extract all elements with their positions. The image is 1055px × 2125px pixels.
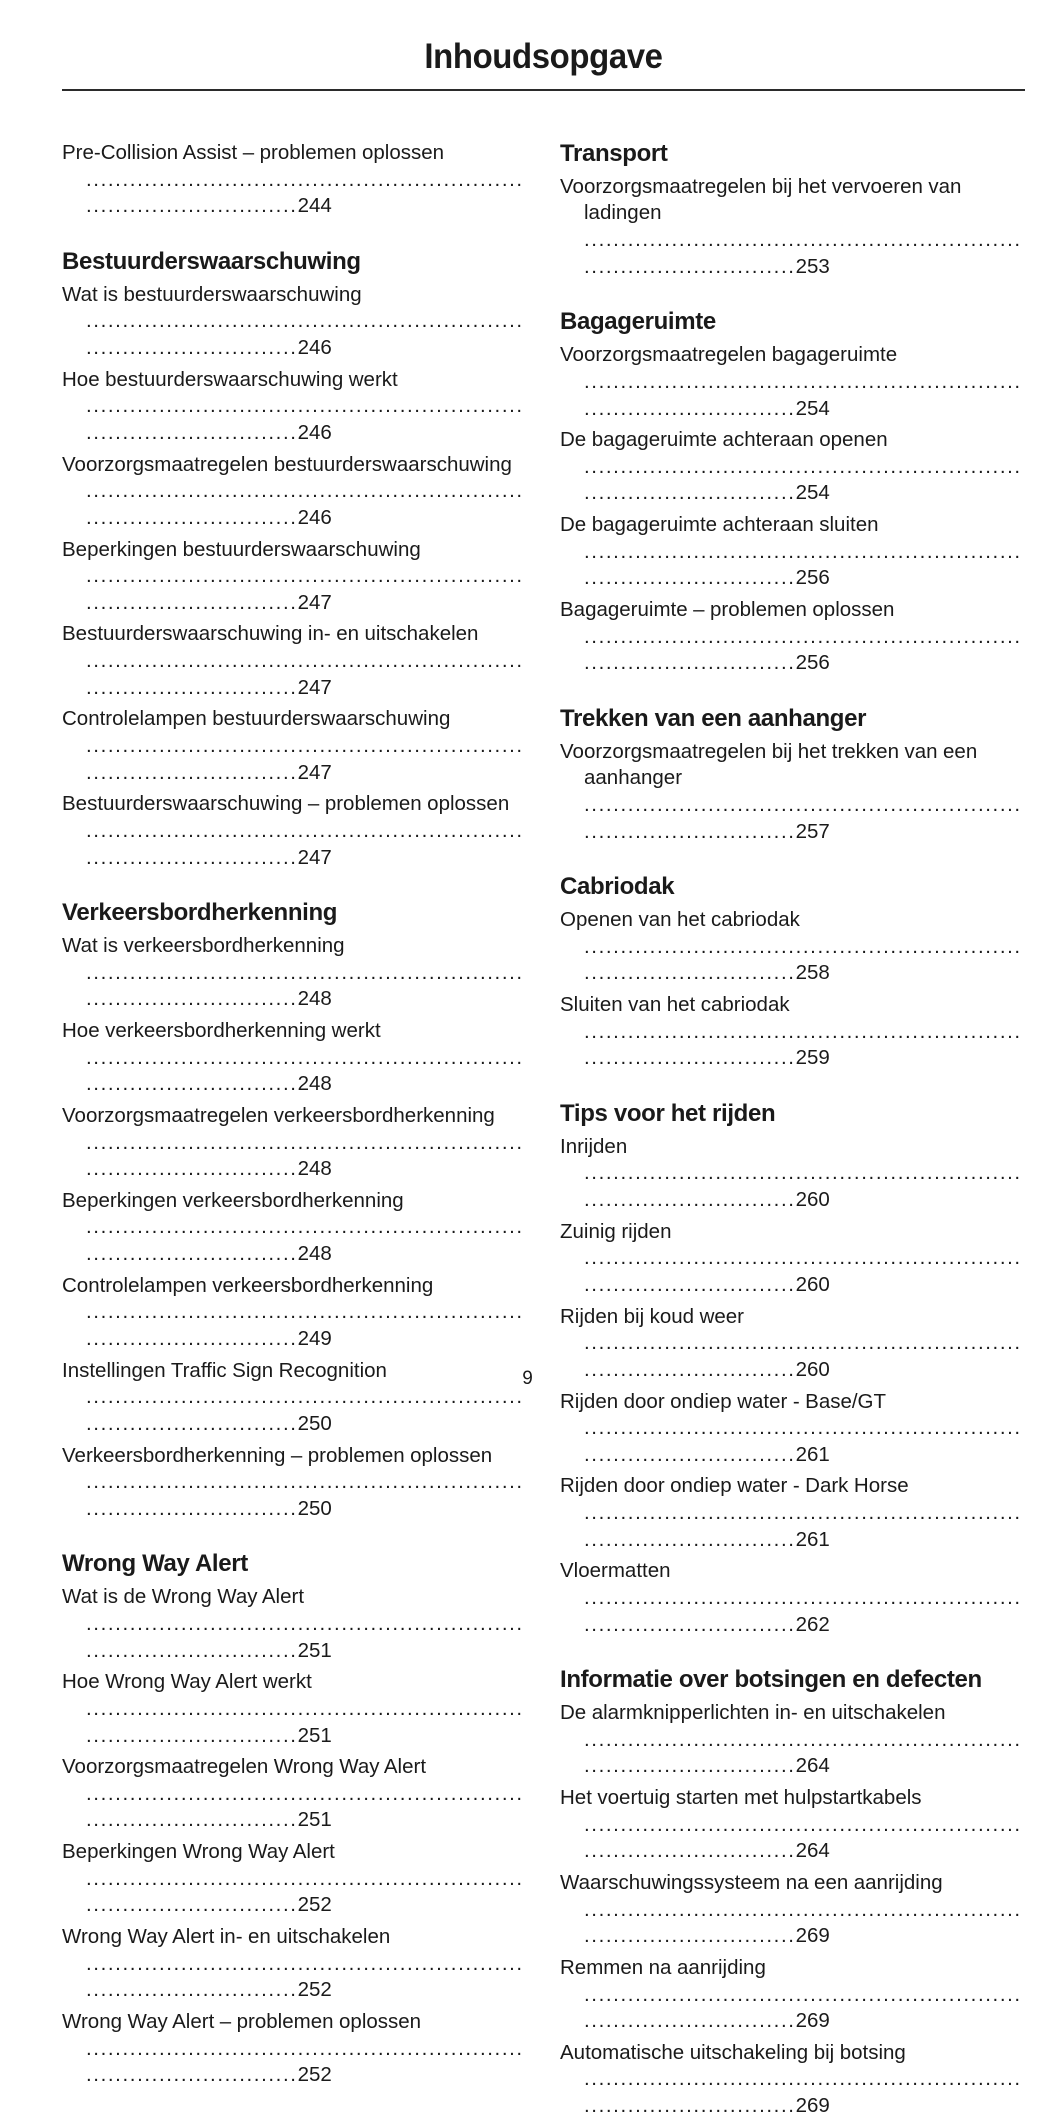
toc-entry-label: Bestuurderswaarschuwing – problemen oplossen: [62, 792, 510, 816]
toc-page-number: 244: [297, 194, 332, 218]
toc-entry-label: Beperkingen verkeersbordherkenning: [62, 1188, 404, 1212]
dot-leader: .........................................................................................: [86, 167, 524, 218]
toc-page-number: 264: [795, 1839, 830, 1863]
toc-section: [62, 248, 527, 871]
toc-columns: [62, 140, 1025, 2125]
toc-page-number: 262: [795, 1612, 830, 1636]
dot-leader: .........................................................................................: [86, 1696, 524, 1747]
page-number: 9: [522, 1368, 533, 1389]
toc-section: [560, 140, 1025, 280]
toc-entry[interactable]: [62, 1754, 527, 1834]
toc-entry-label: Hoe Wrong Way Alert werkt: [62, 1670, 312, 1694]
toc-entry[interactable]: [560, 1700, 1025, 1780]
toc-page-number: 246: [297, 420, 332, 444]
dot-leader: .........................................................................................: [584, 369, 1022, 420]
toc-page-number: 261: [795, 1442, 830, 1466]
toc-entry[interactable]: [560, 1558, 1025, 1638]
toc-entry-label: Zuinig rijden: [560, 1219, 672, 1243]
dot-leader: .........................................................................................: [584, 1161, 1022, 1212]
toc-section: [560, 308, 1025, 677]
toc-entry-label: Voorzorgsmaatregelen Wrong Way Alert: [62, 1755, 427, 1779]
toc-entry[interactable]: [62, 933, 527, 1013]
toc-entry-label: Hoe bestuurderswaarschuwing werkt: [62, 367, 398, 391]
toc-entry-label: Vloermatten: [560, 1559, 671, 1583]
toc-entry[interactable]: [62, 791, 527, 871]
toc-entry-label: Controlelampen bestuurderswaarschuwing: [62, 707, 451, 731]
toc-entry-label: Bagageruimte – problemen oplossen: [560, 597, 895, 621]
toc-entry-label: Rijden door ondiep water - Base/GT: [560, 1389, 887, 1413]
dot-leader: .........................................................................................: [584, 539, 1022, 590]
toc-entry-label: Voorzorgsmaatregelen verkeersbordherkenning: [62, 1103, 495, 1127]
left-column: [62, 140, 527, 2125]
toc-entry[interactable]: [62, 140, 527, 220]
section-heading: Wrong Way Alert: [62, 1550, 248, 1578]
right-column: [560, 140, 1025, 2125]
toc-section: [560, 1666, 1025, 2119]
toc-entry-label: Wrong Way Alert – problemen oplossen: [62, 2009, 422, 2033]
toc-section: [62, 1550, 527, 2088]
toc-page-number: 252: [297, 1893, 332, 1917]
toc-page-number: 259: [795, 1046, 830, 1070]
toc-entry-label: De bagageruimte achteraan openen: [560, 428, 888, 452]
toc-entry[interactable]: [560, 2040, 1025, 2120]
toc-entry[interactable]: [560, 907, 1025, 987]
dot-leader: .........................................................................................: [584, 1331, 1022, 1381]
section-heading: Transport: [560, 140, 668, 167]
dot-leader: .........................................................................................: [584, 1812, 1022, 1863]
toc-page-number: 246: [297, 505, 332, 529]
toc-entry[interactable]: [560, 1955, 1025, 2035]
toc-entry-label: Beperkingen bestuurderswaarschuwing: [62, 537, 421, 561]
toc-page-number: 248: [297, 987, 332, 1011]
toc-page-number: 247: [297, 590, 332, 614]
toc-entry[interactable]: [62, 452, 527, 532]
toc-page-number: 251: [297, 1808, 332, 1832]
toc-entry[interactable]: [62, 1839, 527, 1919]
toc-entry[interactable]: [62, 1273, 527, 1353]
toc-page-number: 248: [297, 1242, 332, 1266]
dot-leader: .........................................................................................: [584, 1501, 1022, 1551]
header-divider: [62, 89, 1025, 91]
toc-page-number: 250: [297, 1411, 332, 1435]
page-header: [62, 38, 1025, 91]
toc-page-number: 254: [795, 481, 830, 505]
toc-entry[interactable]: [560, 1389, 1025, 1469]
dot-leader: .........................................................................................: [86, 1951, 524, 2002]
toc-entry[interactable]: [62, 1924, 527, 2004]
dot-leader: .........................................................................................: [584, 2067, 1022, 2118]
toc-entry-label: Het voertuig starten met hulpstartkabels: [560, 1786, 922, 1810]
toc-entry[interactable]: [560, 427, 1025, 507]
toc-entry[interactable]: [62, 1018, 527, 1098]
toc-entry[interactable]: [560, 342, 1025, 422]
toc-page-number: 258: [795, 961, 830, 985]
toc-entry-label: Sluiten van het cabriodak: [560, 993, 790, 1017]
toc-page-number: 269: [795, 1924, 830, 1948]
dot-leader: .........................................................................................: [584, 624, 1022, 675]
toc-page-number: 261: [795, 1527, 830, 1551]
toc-page-number: 256: [795, 566, 830, 590]
dot-leader: .........................................................................................: [584, 934, 1022, 985]
toc-page-number: 252: [297, 1978, 332, 2002]
dot-leader: .........................................................................................: [86, 1781, 524, 1832]
section-heading: Bagageruimte: [560, 308, 716, 336]
dot-leader: .........................................................................................: [584, 1982, 1022, 2033]
section-heading: Cabriodak: [560, 873, 675, 901]
dot-leader: .........................................................................................: [584, 454, 1022, 505]
dot-leader: .........................................................................................: [86, 734, 524, 784]
dot-leader: .........................................................................................: [86, 1470, 524, 1520]
dot-leader: .........................................................................................: [584, 1246, 1022, 1296]
toc-page-number: 247: [297, 675, 332, 699]
dot-leader: .........................................................................................: [584, 228, 1022, 278]
toc-page-number: 257: [795, 819, 830, 843]
dot-leader: .........................................................................................: [86, 1300, 524, 1350]
dot-leader: .........................................................................................: [86, 1045, 524, 1096]
toc-entry[interactable]: [62, 1188, 527, 1268]
dot-leader: .........................................................................................: [584, 1727, 1022, 1778]
toc-entry-label: Wat is verkeersbordherkenning: [62, 934, 345, 958]
toc-entry[interactable]: [560, 992, 1025, 1072]
toc-entry-label: Rijden door ondiep water - Dark Horse: [560, 1474, 909, 1498]
dot-leader: .........................................................................................: [86, 818, 524, 869]
section-heading: Tips voor het rijden: [560, 1099, 776, 1127]
page-title: Inhoudsopgave: [424, 37, 663, 76]
toc-entry[interactable]: [62, 537, 527, 617]
toc-page-number: 247: [297, 845, 332, 869]
toc-page-number: 269: [795, 2009, 830, 2033]
toc-entry-label: De bagageruimte achteraan sluiten: [560, 513, 879, 537]
dot-leader: .........................................................................................: [86, 1385, 524, 1435]
toc-page-number: 249: [297, 1327, 332, 1350]
toc-entry[interactable]: [560, 174, 1025, 281]
toc-entry-label: Wat is de Wrong Way Alert: [62, 1585, 305, 1609]
toc-entry-label: Beperkingen Wrong Way Alert: [62, 1840, 335, 1864]
toc-entry-label: Hoe verkeersbordherkenning werkt: [62, 1018, 381, 1042]
section-heading: Informatie over botsingen en defecten: [560, 1666, 982, 1694]
toc-section: [560, 705, 1025, 845]
toc-entry[interactable]: [560, 1870, 1025, 1950]
toc-entry-label: Voorzorgsmaatregelen bij het vervoeren van ladingen: [560, 174, 962, 225]
dot-leader: .........................................................................................: [584, 1416, 1022, 1466]
toc-page-number: 260: [795, 1357, 830, 1381]
toc-entry-label: Verkeersbordherkenning – problemen oplossen: [62, 1443, 493, 1467]
toc-entry[interactable]: [62, 282, 527, 362]
dot-leader: .........................................................................................: [584, 793, 1022, 843]
toc-entry[interactable]: [560, 1473, 1025, 1553]
toc-page-number: 248: [297, 1072, 332, 1096]
toc-page-number: 260: [795, 1273, 830, 1296]
toc-entry-label: Waarschuwingssysteem na een aanrijding: [560, 1871, 943, 1894]
toc-page-number: 246: [297, 336, 332, 360]
toc-entry[interactable]: [560, 1785, 1025, 1865]
toc-section: [560, 873, 1025, 1072]
section-heading: Trekken van een aanhanger: [560, 704, 867, 732]
toc-page-number: 250: [297, 1496, 332, 1520]
dot-leader: .........................................................................................: [86, 649, 524, 699]
toc-page-number: 260: [795, 1188, 830, 1212]
section-heading: Bestuurderswaarschuwing: [62, 247, 361, 275]
toc-page-number: 253: [795, 254, 830, 278]
toc-entry-label: Voorzorgsmaatregelen bestuurderswaarschuwing: [62, 452, 512, 476]
dot-leader: .........................................................................................: [86, 309, 524, 360]
toc-entry[interactable]: [560, 1219, 1025, 1299]
dot-leader: .........................................................................................: [86, 479, 524, 529]
toc-entry-label: Voorzorgsmaatregelen bij het trekken van een aanhanger: [560, 739, 978, 790]
toc-entry[interactable]: [62, 1443, 527, 1523]
toc-entry-label: Wrong Way Alert in- en uitschakelen: [62, 1925, 391, 1948]
toc-entry-label: De alarmknipperlichten in- en uitschakelen: [560, 1701, 946, 1725]
toc-entry-label: Bestuurderswaarschuwing in- en uitschakelen: [62, 622, 479, 646]
toc-page-number: 251: [297, 1638, 332, 1662]
toc-page-number: 252: [297, 2063, 332, 2087]
toc-entry[interactable]: [62, 706, 527, 786]
toc-page-number: 264: [795, 1754, 830, 1778]
dot-leader: .........................................................................................: [86, 564, 524, 614]
toc-entry[interactable]: [62, 1103, 527, 1183]
toc-entry[interactable]: [62, 1669, 527, 1749]
dot-leader: .........................................................................................: [86, 394, 524, 444]
toc-entry-label: Voorzorgsmaatregelen bagageruimte: [560, 343, 898, 367]
toc-entry[interactable]: [560, 739, 1025, 846]
toc-entry[interactable]: [62, 1584, 527, 1664]
toc-entry-label: Openen van het cabriodak: [560, 908, 800, 932]
toc-page-number: 254: [795, 396, 830, 420]
dot-leader: .........................................................................................: [86, 1215, 524, 1266]
dot-leader: .........................................................................................: [86, 1611, 524, 1662]
toc-entry-label: Instellingen Traffic Sign Recognition: [62, 1358, 387, 1382]
toc-page-number: 251: [297, 1723, 332, 1747]
toc-entry-label: Remmen na aanrijding: [560, 1955, 766, 1979]
toc-entry-label: Inrijden: [560, 1134, 628, 1158]
dot-leader: .........................................................................................: [86, 1130, 524, 1181]
toc-entry-label: Wat is bestuurderswaarschuwing: [62, 282, 362, 306]
toc-page-number: 248: [297, 1157, 332, 1181]
toc-entry[interactable]: [62, 621, 527, 701]
toc-page-number: 247: [297, 760, 332, 784]
dot-leader: .........................................................................................: [584, 1897, 1022, 1948]
toc-entry[interactable]: [62, 367, 527, 447]
dot-leader: .........................................................................................: [86, 2036, 524, 2087]
toc-entry[interactable]: [560, 512, 1025, 592]
toc-page-number: 256: [795, 651, 830, 675]
toc-entry[interactable]: [62, 2009, 527, 2089]
dot-leader: .........................................................................................: [86, 960, 524, 1011]
toc-entry-label: Pre-Collision Assist – problemen oplossen: [62, 141, 445, 164]
dot-leader: .........................................................................................: [86, 1866, 524, 1917]
toc-section: [62, 140, 527, 220]
toc-entry[interactable]: [560, 1134, 1025, 1214]
dot-leader: .........................................................................................: [584, 1019, 1022, 1070]
toc-page-number: 269: [795, 2094, 830, 2118]
toc-entry-label: Rijden bij koud weer: [560, 1304, 745, 1328]
section-heading: Verkeersbordherkenning: [62, 899, 338, 927]
toc-entry-label: Controlelampen verkeersbordherkenning: [62, 1273, 434, 1297]
toc-entry[interactable]: [560, 597, 1025, 677]
dot-leader: .........................................................................................: [584, 1586, 1022, 1636]
toc-section: [62, 899, 527, 1522]
toc-entry-label: Automatische uitschakeling bij botsing: [560, 2040, 906, 2064]
